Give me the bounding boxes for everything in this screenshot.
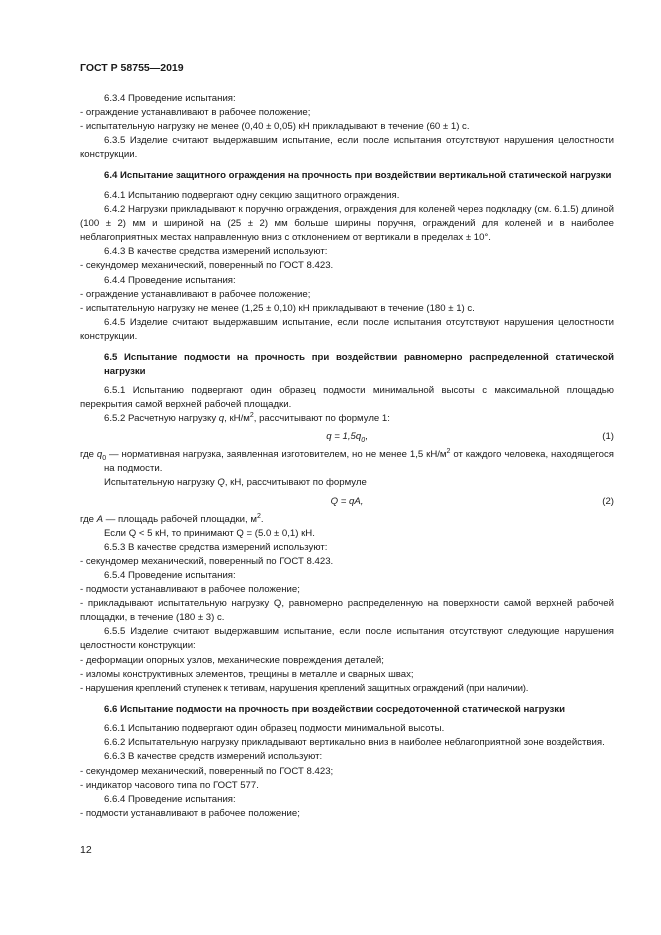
paragraph: 6.6.4 Проведение испытания:	[104, 793, 236, 805]
paragraph: 6.5.1 Испытанию подвергают один образец подмости минимальной высоты с максимальной площадью перекрытия самой верхней рабочей площадки.	[80, 385, 614, 411]
list-item: - ограждение устанавливают в рабочее положение;	[80, 288, 311, 300]
paragraph: 6.5.5 Изделие считают выдержавшим испытание, если после испытания отсутствуют следующие нарушения целостности конструкции:	[80, 626, 614, 652]
list-item: - подмости устанавливают в рабочее положение;	[80, 807, 300, 819]
list-item: - ограждение устанавливают в рабочее положение;	[80, 107, 311, 119]
paragraph: 6.4.5 Изделие считают выдержавшим испытание, если после испытания отсутствуют нарушения целостности конструкции.	[80, 316, 614, 342]
list-item: - испытательную нагрузку не менее (0,40 ± 0,05) кН прикладывают в течение (60 ± 1) с.	[80, 121, 470, 133]
list-item: - подмости устанавливают в рабочее положение;	[80, 584, 300, 596]
paragraph: 6.4.2 Нагрузки прикладывают к поручню ограждения, ограждения для коленей через подкладку (см. 6.1.5) длиной (100 ± 2) мм и шириной на (25 ± 2) мм больше ширины поручня, ограждений для коленей и в наиболее неблагоприятных местах направленную вниз с отклонением от вертикали в пределах ± 10°.	[80, 204, 614, 244]
document-code: ГОСТ Р 58755—2019	[80, 62, 184, 74]
list-item: - изломы конструктивных элементов, трещины в металле и сварных швах;	[80, 668, 414, 680]
formula-1-expression: $q = 1,5q_0$,	[326, 431, 368, 445]
paragraph: Испытательную нагрузку Q, кН, рассчитывают по формуле	[104, 477, 367, 489]
paragraph: 6.4.1 Испытанию подвергают одну секцию защитного ограждения.	[104, 189, 400, 201]
formula-2-number: (2)	[602, 495, 614, 507]
section-heading-6-6: 6.6 Испытание подмости на прочность при воздействии сосредоточенной статической нагрузки	[104, 703, 565, 715]
list-item: - секундомер механический, поверенный по ГОСТ 8.423.	[80, 260, 334, 272]
paragraph: 6.5.4 Проведение испытания:	[104, 569, 236, 581]
formula-1-number: (1)	[602, 431, 614, 443]
section-heading-6-5: 6.5 Испытание подмости на прочность при воздействии равномерно распределенной статической нагрузки	[104, 352, 614, 377]
paragraph: 6.3.4 Проведение испытания:	[104, 93, 236, 104]
list-item: - прикладывают испытательную нагрузку Q, равномерно распределенную на поверхности самой верхней рабочей площадки, в течение (180 ± 3) с.	[80, 598, 614, 624]
paragraph: где $q_0$ — нормативная нагрузка, заявленная изготовителем, но не менее 1,5 $кН/м^2$ от каждого человека, находящегося на подмости.	[80, 448, 614, 475]
list-item: - индикатор часового типа по ГОСТ 577.	[80, 779, 259, 791]
paragraph: 6.5.2 Расчетную нагрузку q, $кН/м^2$, рассчитывают по формуле 1:	[104, 412, 390, 425]
list-item: - испытательную нагрузку не менее (1,25 ± 0,10) кН прикладывают в течение (180 ± 1) с.	[80, 302, 475, 314]
paragraph: Если Q < 5 кН, то принимают Q = (5.0 ± 0,1) кН.	[104, 527, 315, 539]
formula-2	[80, 491, 614, 513]
paragraph: 6.4.3 В качестве средства измерений используют:	[104, 246, 328, 258]
paragraph: 6.6.2 Испытательную нагрузку прикладывают вертикально вниз в наиболее неблагоприятной зоне воздействия.	[104, 737, 605, 749]
formula-2-expression: Q = qA,	[330, 495, 364, 507]
page-number: 12	[80, 844, 92, 856]
paragraph: 6.3.5 Изделие считают выдержавшим испытание, если после испытания отсутствуют нарушения целостности конструкции.	[80, 135, 614, 161]
list-item: - секундомер механический, поверенный по ГОСТ 8.423;	[80, 765, 334, 777]
section-heading-6-4: 6.4 Испытание защитного ограждения на прочность при воздействии вертикальной статической нагрузки	[104, 170, 612, 182]
list-item: - нарушения креплений ступенек к тетивам, нарушения креплений защитных ограждений (при наличии).	[80, 682, 529, 694]
paragraph: 6.4.4 Проведение испытания:	[104, 274, 236, 286]
paragraph: 6.5.3 В качестве средства измерений используют:	[104, 541, 328, 553]
page-body	[80, 92, 614, 821]
list-item: - деформации опорных узлов, механические повреждения деталей;	[80, 654, 384, 666]
paragraph: 6.6.1 Испытанию подвергают один образец подмости минимальной высоты.	[104, 723, 445, 735]
formula-1	[80, 426, 614, 448]
paragraph: где A — площадь рабочей площадки, $м^2$.	[80, 512, 264, 525]
paragraph: 6.6.3 В качестве средств измерений используют:	[104, 751, 323, 763]
list-item: - секундомер механический, поверенный по ГОСТ 8.423.	[80, 555, 334, 567]
